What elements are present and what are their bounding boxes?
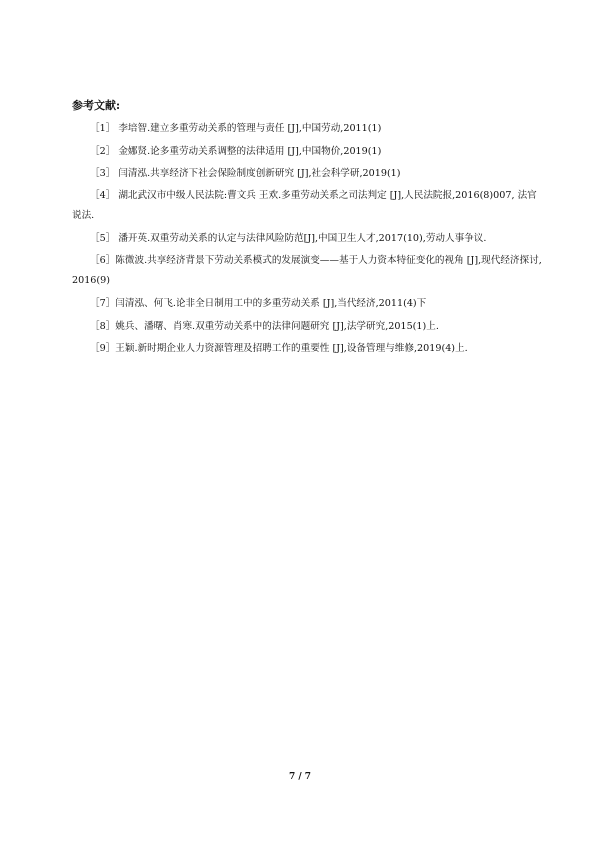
reference-item: ［1］ 李培智.建立多重劳动关系的管理与责任 [J],中国劳动,2011(1) xyxy=(90,123,382,134)
reference-item: ［3］ 闫清泓.共享经济下社会保险制度创新研究 [J],社会科学研,2019(1) xyxy=(90,168,401,179)
reference-list xyxy=(72,118,542,361)
page-number: 7 / 7 xyxy=(288,772,312,782)
reference-item: ［5］ 潘开英.双重劳动关系的认定与法律风险防范[J],中国卫生人才,2017(10),劳动人事争议. xyxy=(90,233,487,244)
references-heading: 参考文献: xyxy=(72,99,121,112)
reference-item: ［6］陈微波.共享经济背景下劳动关系模式的发展演变——基于人力资本特征变化的视角 [J],现代经济探讨,2016(9) xyxy=(72,254,542,286)
reference-item: ［8］姚兵、潘曙、肖寒.双重劳动关系中的法律问题研究 [J],法学研究,2015(1)上. xyxy=(90,320,439,332)
reference-item: ［4］ 湖北武汉市中级人民法院:曹文兵 王欢.多重劳动关系之司法判定 [J],人民法院报,2016(8)007, 法官说法. xyxy=(72,189,537,221)
reference-item: ［2］ 金娜贤.论多重劳动关系调整的法律适用 [J],中国物价,2019(1) xyxy=(90,145,382,157)
reference-item: ［9］王颖.新时期企业人力资源管理及招聘工作的重要性 [J],设备管理与维修,2019(4)上. xyxy=(90,343,468,354)
reference-item: ［7］闫清泓、何飞.论非全日制用工中的多重劳动关系 [J],当代经济,2011(4)下 xyxy=(90,298,427,309)
